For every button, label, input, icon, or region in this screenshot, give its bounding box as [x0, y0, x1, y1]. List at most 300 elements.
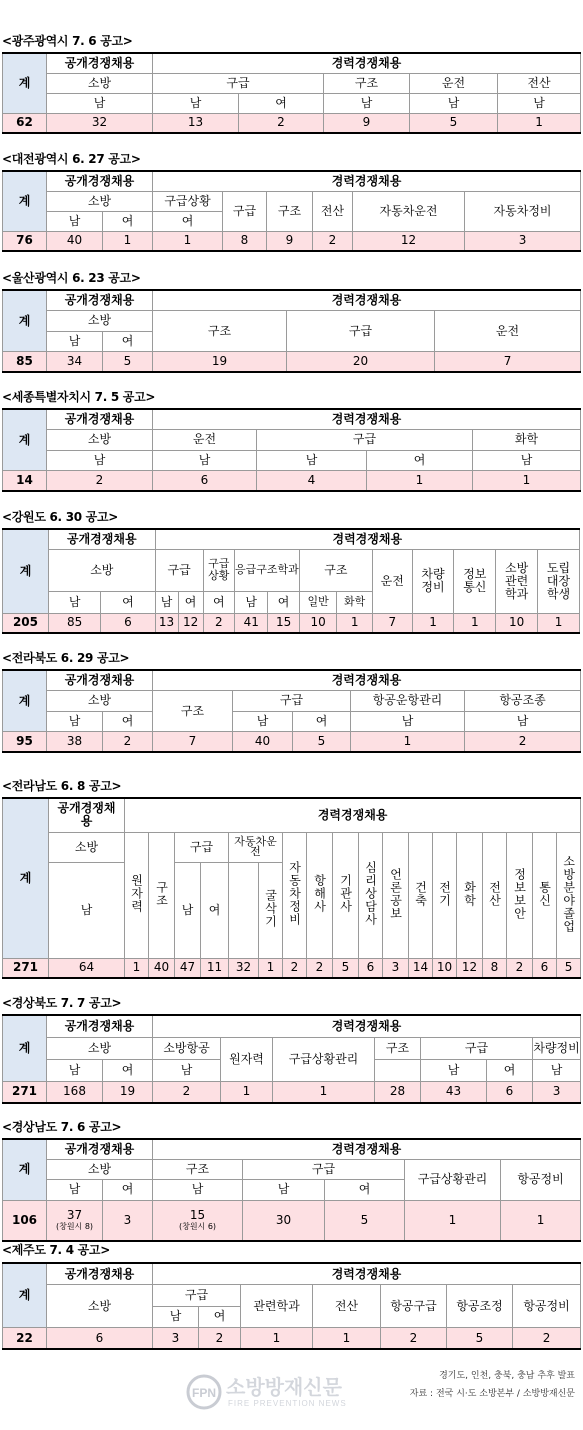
value-cell: 19 [153, 352, 287, 373]
career-hire-label: 경력경쟁채용 [153, 1139, 581, 1159]
sex-cell: 여 [178, 591, 203, 613]
sex-cell: 남 [324, 93, 410, 113]
col-ems: 구급 [155, 549, 203, 591]
public-hire-label: 공개경쟁채용 [47, 171, 153, 191]
value-cell: 40 [233, 732, 293, 753]
value-cell [153, 1200, 243, 1241]
value-cell: 1 [259, 958, 283, 978]
table-gwangju [2, 52, 581, 134]
sex-cell: 남 [155, 591, 178, 613]
value-cell: 3 [465, 231, 581, 251]
sex-cell [375, 1059, 421, 1081]
sex-cell: 남 [49, 862, 125, 958]
total-value: 22 [3, 1328, 47, 1350]
value-cell: 8 [483, 958, 507, 978]
sex-cell: 남 [47, 450, 153, 471]
value-cell: 13 [153, 113, 239, 133]
value-cell: 10 [299, 613, 337, 633]
col-emergency-rescue-dept: 응급구조학과 [234, 549, 299, 591]
value-cell: 168 [47, 1081, 103, 1103]
public-hire-label: 공개경쟁채용 [47, 670, 153, 691]
sex-cell: 남 [153, 1306, 199, 1328]
sex-cell: 남 [48, 591, 100, 613]
section-title-jeonnam: <전라남도 6. 8 공고> [2, 779, 122, 793]
value-cell: 10 [433, 958, 457, 978]
sex-cell: 남 [47, 211, 103, 231]
col-chemistry: 화학 [473, 430, 581, 451]
value-cell: 1 [405, 1200, 501, 1241]
value-cell: 5 [103, 352, 153, 373]
section-title-sejong: <세종특별자치시 7. 5 공고> [2, 390, 156, 404]
col-related-dept: 관련학과 [241, 1285, 313, 1328]
col-ems: 구급 [175, 832, 229, 862]
sex-cell: 남 [153, 450, 257, 471]
value-cell: 1 [153, 231, 223, 251]
public-hire-label: 공개경쟁채용 [47, 1263, 153, 1285]
col-counselor-label: 심리상담사 [363, 861, 378, 926]
col-rescue: 구조 [153, 1159, 243, 1179]
sex-cell: 남 [421, 1059, 487, 1081]
total-label: 계 [3, 1139, 47, 1200]
value-cell: 3 [383, 958, 409, 978]
col-aviation-maintenance: 항공정비 [513, 1285, 581, 1328]
col-computing: 전산 [313, 1285, 381, 1328]
sex-cell: 남 [257, 450, 367, 471]
value-cell: 1 [337, 613, 373, 633]
value-cell: 5 [333, 958, 359, 978]
value-cell: 47 [175, 958, 201, 978]
col-info-security-label: 정보보안 [512, 867, 527, 920]
value-cell: 32 [47, 113, 153, 133]
total-label: 계 [3, 798, 49, 958]
col-fire-related-dept-label: 소방관련학과 [505, 560, 529, 601]
col-ems: 구급 [223, 191, 267, 231]
col-ems-situation-mgmt: 구급상황관리 [273, 1037, 375, 1081]
value-cell: 38 [47, 732, 103, 753]
col-computing [483, 832, 507, 958]
value-cell: 1 [351, 732, 465, 753]
col-fire: 소방 [47, 191, 153, 211]
col-ems: 구급 [243, 1159, 405, 1179]
col-engineer [333, 832, 359, 958]
value-cell: 2 [513, 1328, 581, 1350]
value-cell: 7 [372, 613, 412, 633]
total-label: 계 [3, 409, 47, 471]
value-cell: 2 [465, 732, 581, 753]
sex-cell: 남 [47, 1180, 103, 1200]
fpn-logo [186, 1372, 416, 1412]
col-ems-situation-label: 구급상황 [208, 557, 230, 582]
value-cell: 2 [199, 1328, 241, 1350]
value-cell: 1 [498, 113, 581, 133]
value-note: (창원시 8) [55, 1222, 94, 1232]
col-provincial-scholar [538, 549, 580, 613]
career-hire-label: 경력경쟁채용 [153, 290, 581, 311]
value-cell: 64 [49, 958, 125, 978]
value-cell: 1 [454, 613, 496, 633]
section-title-jeju: <제주도 7. 4 공고> [2, 1243, 110, 1257]
total-label: 계 [3, 1263, 47, 1328]
career-hire-label: 경력경쟁채용 [153, 409, 581, 430]
sex-cell: 여 [103, 711, 153, 732]
public-hire-label: 공개경쟁채용 [47, 409, 153, 430]
col-vehicle-maintenance: 차량정비 [533, 1037, 581, 1059]
public-hire-label: 공개경쟁채용 [47, 53, 153, 73]
value-cell: 6 [153, 471, 257, 492]
value-cell: 5 [325, 1200, 405, 1241]
sub-excavator-label: 굴삭기 [263, 889, 278, 928]
logo-name-text: 소방방재신문 [226, 1375, 342, 1399]
col-info-comm-label: 정보통신 [463, 567, 487, 594]
col-fire: 소방 [47, 1037, 153, 1059]
table-sejong [2, 408, 581, 492]
value-cell: 2 [239, 113, 324, 133]
section-title-gwangju: <광주광역시 7. 6 공고> [2, 34, 133, 48]
sex-cell: 여 [101, 591, 155, 613]
total-value: 271 [3, 958, 49, 978]
sub-general: 일반 [299, 591, 337, 613]
value-cell: 43 [421, 1081, 487, 1103]
col-ems: 구급 [233, 691, 351, 712]
value-cell: 12 [457, 958, 483, 978]
public-hire-label: 공개경쟁채용 [47, 290, 153, 311]
sex-cell: 여 [103, 211, 153, 231]
col-vehicle-maintenance [283, 832, 307, 958]
value-cell: 20 [287, 352, 435, 373]
career-hire-label: 경력경쟁채용 [125, 798, 581, 832]
value-cell: 6 [359, 958, 383, 978]
value-cell: 6 [47, 1328, 153, 1350]
sex-cell: 남 [153, 93, 239, 113]
col-fire-graduate-label: 소방분야졸업 [561, 854, 576, 933]
col-electric [433, 832, 457, 958]
col-ems-situation-mgmt: 구급상황관리 [405, 1159, 501, 1200]
col-rescue [149, 832, 175, 958]
col-vehicle-driving-label: 자동차운전 [234, 834, 277, 858]
col-vehicle-driving [229, 832, 283, 862]
col-rescue: 구조 [324, 73, 410, 93]
value-cell: 40 [149, 958, 175, 978]
col-chemistry-label: 화학 [462, 880, 477, 907]
col-rescue: 구조 [299, 549, 372, 591]
col-fire: 소방 [49, 832, 125, 862]
section-title-gyeongnam: <경상남도 7. 6 공고> [2, 1120, 122, 1134]
col-ems: 구급 [153, 73, 324, 93]
value-cell: 1 [103, 231, 153, 251]
sex-cell: 남 [243, 1180, 325, 1200]
value-cell: 5 [293, 732, 351, 753]
sex-cell: 남 [153, 1059, 221, 1081]
value-cell: 1 [412, 613, 454, 633]
sex-cell: 여 [367, 450, 473, 471]
value-cell: 7 [153, 732, 233, 753]
value-cell: 1 [367, 471, 473, 492]
col-aviation-pilot: 항공조정 [447, 1285, 513, 1328]
col-fire: 소방 [47, 311, 153, 332]
value-cell: 6 [487, 1081, 533, 1103]
value-cell: 2 [381, 1328, 447, 1350]
value-cell: 1 [538, 613, 580, 633]
col-rescue: 구조 [267, 191, 313, 231]
sex-cell: 남 [47, 711, 103, 732]
col-architecture-label: 건축 [413, 880, 428, 907]
table-jeonbuk [2, 669, 581, 753]
value-cell: 5 [410, 113, 498, 133]
col-aviation-ops: 항공운항관리 [351, 691, 465, 712]
sex-cell: 남 [47, 1059, 103, 1081]
col-fire-graduate [557, 832, 581, 958]
value-cell [47, 1200, 103, 1241]
total-label: 계 [3, 53, 47, 113]
section-title-gangwon: <강원도 6. 30 공고> [2, 510, 119, 524]
col-aviation-pilot: 항공조종 [465, 691, 581, 712]
footer-source: 자료 : 전국 시·도 소방본부 / 소방방재신문 [409, 1389, 575, 1399]
total-label: 계 [3, 1015, 47, 1081]
sex-cell: 남 [351, 711, 465, 732]
value-cell: 1 [473, 471, 581, 492]
col-navigator-label: 항해사 [312, 874, 327, 913]
col-computing-label: 전산 [487, 880, 502, 907]
sex-cell: 여 [103, 1180, 153, 1200]
col-navigator [307, 832, 333, 958]
col-rescue-label: 구조 [154, 880, 169, 907]
sex-cell: 남 [465, 711, 581, 732]
value-cell: 13 [155, 613, 178, 633]
value-cell: 8 [223, 231, 267, 251]
value-cell: 30 [243, 1200, 325, 1241]
table-jeonnam [2, 797, 581, 979]
col-comm [533, 832, 557, 958]
value-cell: 85 [48, 613, 100, 633]
value-cell: 1 [125, 958, 149, 978]
table-ulsan [2, 289, 581, 373]
sex-cell: 남 [175, 862, 201, 958]
col-aviation-ems: 항공구급 [381, 1285, 447, 1328]
col-ems: 구급 [421, 1037, 533, 1059]
fpn-logo-mark [186, 1372, 416, 1412]
sex-cell: 여 [487, 1059, 533, 1081]
col-fire: 소방 [47, 1159, 153, 1179]
public-hire-label [49, 798, 125, 832]
sub-chemistry: 화학 [337, 591, 373, 613]
sex-cell: 남 [47, 331, 103, 352]
value-cell: 2 [307, 958, 333, 978]
section-title-ulsan: <울산광역시 6. 23 공고> [2, 271, 141, 285]
sex-cell: 여 [103, 331, 153, 352]
value-cell: 10 [496, 613, 538, 633]
col-vehicle-maintenance [412, 549, 454, 613]
value-cell: 2 [47, 471, 153, 492]
section-title-daejeon: <대전광역시 6. 27 공고> [2, 152, 141, 166]
value-cell: 9 [267, 231, 313, 251]
career-hire-label: 경력경쟁채용 [155, 529, 579, 549]
sex-cell: 여 [239, 93, 324, 113]
logo-sub-text: FIRE PREVENTION NEWS [228, 1399, 347, 1408]
col-computing: 전산 [313, 191, 353, 231]
col-fire: 소방 [47, 73, 153, 93]
value-cell: 6 [101, 613, 155, 633]
value-cell: 15 [268, 613, 299, 633]
public-hire-label: 공개경쟁채용 [47, 1015, 153, 1037]
sex-cell: 여 [268, 591, 299, 613]
value-cell: 19 [103, 1081, 153, 1103]
value-cell: 2 [507, 958, 533, 978]
sex-cell: 남 [473, 450, 581, 471]
col-driving: 운전 [435, 311, 581, 352]
sex-cell: 여 [199, 1306, 241, 1328]
col-vehicle-maintenance: 자동차정비 [465, 191, 581, 231]
col-ems-situation: 구급상황 [153, 191, 223, 211]
col-provincial-scholar-label: 도립대장학생 [546, 560, 571, 601]
sex-cell: 여 [203, 591, 234, 613]
value-cell: 1 [501, 1200, 581, 1241]
value-cell: 1 [221, 1081, 273, 1103]
col-aviation-maintenance: 항공정비 [501, 1159, 581, 1200]
sex-cell: 남 [153, 1180, 243, 1200]
value-number: 15 [189, 1208, 206, 1223]
col-driving: 운전 [372, 549, 412, 613]
col-fire: 소방 [47, 691, 153, 712]
col-vehicle-maintenance-label: 자동차정비 [287, 861, 302, 926]
value-cell: 28 [375, 1081, 421, 1103]
career-hire-label: 경력경쟁채용 [153, 1263, 581, 1285]
section-title-jeonbuk: <전라북도 6. 29 공고> [2, 651, 130, 665]
total-value: 76 [3, 231, 47, 251]
total-label: 계 [3, 529, 49, 613]
value-number: 37 [66, 1208, 83, 1223]
value-cell: 3 [103, 1200, 153, 1241]
value-cell: 12 [178, 613, 203, 633]
col-ems-situation [203, 549, 234, 591]
section-title-gyeongbuk: <경상북도 7. 7 공고> [2, 996, 122, 1010]
col-ems: 구급 [257, 430, 473, 451]
value-cell: 3 [153, 1328, 199, 1350]
value-cell: 12 [353, 231, 465, 251]
sex-cell: 남 [410, 93, 498, 113]
value-cell: 4 [257, 471, 367, 492]
table-gyeongbuk [2, 1014, 581, 1104]
col-ems: 구급 [287, 311, 435, 352]
value-cell: 1 [313, 1328, 381, 1350]
value-cell: 2 [203, 613, 234, 633]
career-hire-label: 경력경쟁채용 [153, 53, 581, 73]
col-nuclear-label: 원자력 [129, 874, 144, 913]
value-cell: 2 [313, 231, 353, 251]
col-rescue: 구조 [153, 691, 233, 732]
value-cell: 9 [324, 113, 410, 133]
total-value: 106 [3, 1200, 47, 1241]
public-hire-label-text: 공개경쟁채용 [57, 801, 116, 829]
total-label: 계 [3, 171, 47, 231]
sex-cell: 여 [153, 211, 223, 231]
col-fire: 소방 [47, 430, 153, 451]
total-value: 205 [3, 613, 49, 633]
col-press [383, 832, 409, 958]
public-hire-label: 공개경쟁채용 [47, 1139, 153, 1159]
sex-cell: 남 [234, 591, 267, 613]
career-hire-label: 경력경쟁채용 [153, 171, 581, 191]
col-driving: 운전 [153, 430, 257, 451]
value-cell: 40 [47, 231, 103, 251]
col-vehicle-maintenance-label: 차량정비 [421, 567, 445, 594]
col-electric-label: 전기 [437, 880, 452, 907]
col-vehicle-driving: 자동차운전 [353, 191, 465, 231]
col-computing: 전산 [498, 73, 581, 93]
col-nuclear: 원자력 [221, 1037, 273, 1081]
total-value: 62 [3, 113, 47, 133]
col-fire-aviation: 소방항공 [153, 1037, 221, 1059]
col-architecture [409, 832, 433, 958]
value-cell: 5 [447, 1328, 513, 1350]
col-fire: 소방 [47, 1285, 153, 1328]
total-value: 14 [3, 471, 47, 492]
col-ems: 구급 [153, 1285, 241, 1307]
col-comm-label: 통신 [537, 880, 552, 907]
value-cell: 34 [47, 352, 103, 373]
total-label: 계 [3, 290, 47, 352]
total-label: 계 [3, 670, 47, 732]
value-cell: 14 [409, 958, 433, 978]
sub-excavator [259, 862, 283, 958]
value-cell: 2 [283, 958, 307, 978]
sex-cell: 남 [233, 711, 293, 732]
logo-mark-text: FPN [192, 1386, 216, 1400]
col-counselor [359, 832, 383, 958]
value-cell: 3 [533, 1081, 581, 1103]
value-cell: 1 [241, 1328, 313, 1350]
table-daejeon [2, 170, 581, 252]
value-cell: 5 [557, 958, 581, 978]
col-press-label: 언론공보 [388, 867, 403, 920]
value-cell: 2 [153, 1081, 221, 1103]
table-gangwon [2, 528, 580, 634]
sex-cell: 여 [201, 862, 229, 958]
career-hire-label: 경력경쟁채용 [153, 670, 581, 691]
col-engineer-label: 기관사 [338, 874, 353, 913]
sex-cell: 남 [498, 93, 581, 113]
col-info-security [507, 832, 533, 958]
value-cell: 2 [103, 732, 153, 753]
career-hire-label: 경력경쟁채용 [153, 1015, 581, 1037]
sex-cell: 여 [325, 1180, 405, 1200]
sex-cell: 남 [533, 1059, 581, 1081]
value-cell: 1 [273, 1081, 375, 1103]
table-gyeongnam [2, 1138, 581, 1242]
total-value: 95 [3, 732, 47, 753]
value-cell: 6 [533, 958, 557, 978]
total-value: 85 [3, 352, 47, 373]
sub-blank [229, 862, 259, 958]
value-cell: 41 [234, 613, 267, 633]
table-jeju [2, 1262, 581, 1350]
col-rescue: 구조 [375, 1037, 421, 1059]
footer-note: 경기도, 인천, 충북, 충남 추후 발표 [439, 1371, 575, 1381]
value-cell: 7 [435, 352, 581, 373]
public-hire-label: 공개경쟁채용 [48, 529, 155, 549]
total-value: 271 [3, 1081, 47, 1103]
col-nuclear [125, 832, 149, 958]
col-driving: 운전 [410, 73, 498, 93]
col-fire: 소방 [48, 549, 155, 591]
col-chemistry [457, 832, 483, 958]
sex-cell: 여 [103, 1059, 153, 1081]
value-cell: 32 [229, 958, 259, 978]
col-rescue: 구조 [153, 311, 287, 352]
value-note: (창원시 6) [178, 1222, 217, 1232]
value-cell: 11 [201, 958, 229, 978]
col-fire-related-dept [496, 549, 538, 613]
sex-cell: 남 [47, 93, 153, 113]
